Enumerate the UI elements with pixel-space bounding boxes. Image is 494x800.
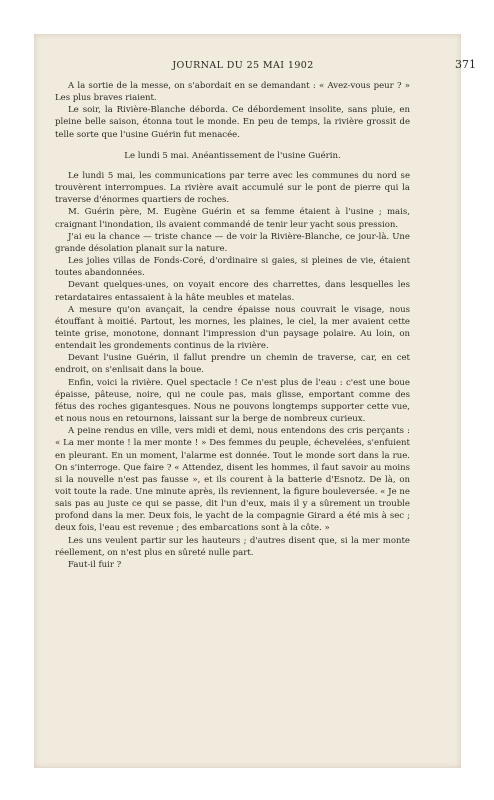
running-head: JOURNAL DU 25 MAI 1902 — [172, 60, 314, 71]
paragraph: Faut-il fuir ? — [68, 559, 122, 570]
paragraph: Les jolies villas de Fonds-Coré, d'ordinaire si gaies, si pleines de vie, étaient toutes abandonnées. — [55, 256, 410, 279]
paragraph: J'ai eu la chance — triste chance — de voir la Rivière-Blanche, ce jour-là. Une grande désolation planait sur la nature. — [55, 231, 410, 254]
paragraph: Les uns veulent partir sur les hauteurs ; d'autres disent que, si la mer monte réellement, on n'est plus en sûreté nulle part. — [55, 535, 410, 558]
paragraph: A peine rendus en ville, vers midi et demi, nous entendons des cris perçants : « La mer monte ! la mer monte ! » Des femmes du peuple, échevelées, s'enfuient en pleurant. En un moment, l'alarme est donnée. Tout le monde sort dans la rue. On s'interroge. Que faire ? « Attendez, disent les hommes, il faut savoir au moins si la nouvelle n'est pas fausse », et ils courent à la batterie d'Esnotz. De là, on voit toute la rade. Une minute après, ils reviennent, la figure bouleversée. « Je ne sais pas au juste ce qui se passe, dit l'un d'eux, mais il y a sûrement un trouble profond dans la mer. Deux fois, le yacht de la compagnie Girard a été mis à sec ; deux fois, l'eau est revenue ; des embarcations sont à la côte. » — [55, 426, 410, 534]
page-number: 371 — [455, 58, 476, 71]
body-text — [55, 80, 410, 571]
paragraph: A mesure qu'on avançait, la cendre épaisse nous couvrait le visage, nous étouffant à moitié. Partout, les mornes, les plaines, le ciel, la mer avaient cette teinte grise, monotone, donnant l'impression d'un paysage polaire. Au loin, on entendait les grondements continus de la rivière. — [55, 304, 410, 352]
paragraph: Devant l'usine Guérin, il fallut prendre un chemin de traverse, car, en cet endroit, on s'enlisait dans la boue. — [55, 353, 410, 376]
paragraph: M. Guérin père, M. Eugène Guérin et sa femme étaient à l'usine ; mais, craignant l'inondation, ils avaient commandé de tenir leur yacht sous pression. — [55, 207, 410, 230]
page-header — [70, 58, 476, 72]
paragraph: Enfin, voici la rivière. Quel spectacle ! Ce n'est plus de l'eau : c'est une boue épaisse, pâteuse, noire, qui ne coule pas, mais glisse, emportant comme des fétus des roches gigantesques. Nous ne pouvons longtemps supporter cette vue, et nous nous en retournons, laissant sur la berge de nombreux curieux. — [55, 377, 410, 425]
paragraph: Le lundi 5 mai, les communications par terre avec les communes du nord se trouvèrent interrompues. La rivière avait accumulé sur le pont de pierre qui la traverse d'énormes quartiers de roches. — [55, 170, 410, 206]
paragraph: Devant quelques-unes, on voyait encore des charrettes, dans lesquelles les retardataires entassaient à la hâte meubles et matelas. — [55, 280, 410, 303]
paragraph: A la sortie de la messe, on s'abordait en se demandant : « Avez-vous peur ? » Les plus braves riaient. — [55, 81, 410, 104]
paragraph: Le soir, la Rivière-Blanche déborda. Ce débordement insolite, sans pluie, en pleine belle saison, étonna tout le monde. En peu de temps, la rivière grossit de telle sorte que l'usine Guérin fut menacée. — [55, 105, 410, 140]
section-title: Le lundi 5 mai. Anéantissement de l'usine Guérin. — [124, 150, 341, 161]
